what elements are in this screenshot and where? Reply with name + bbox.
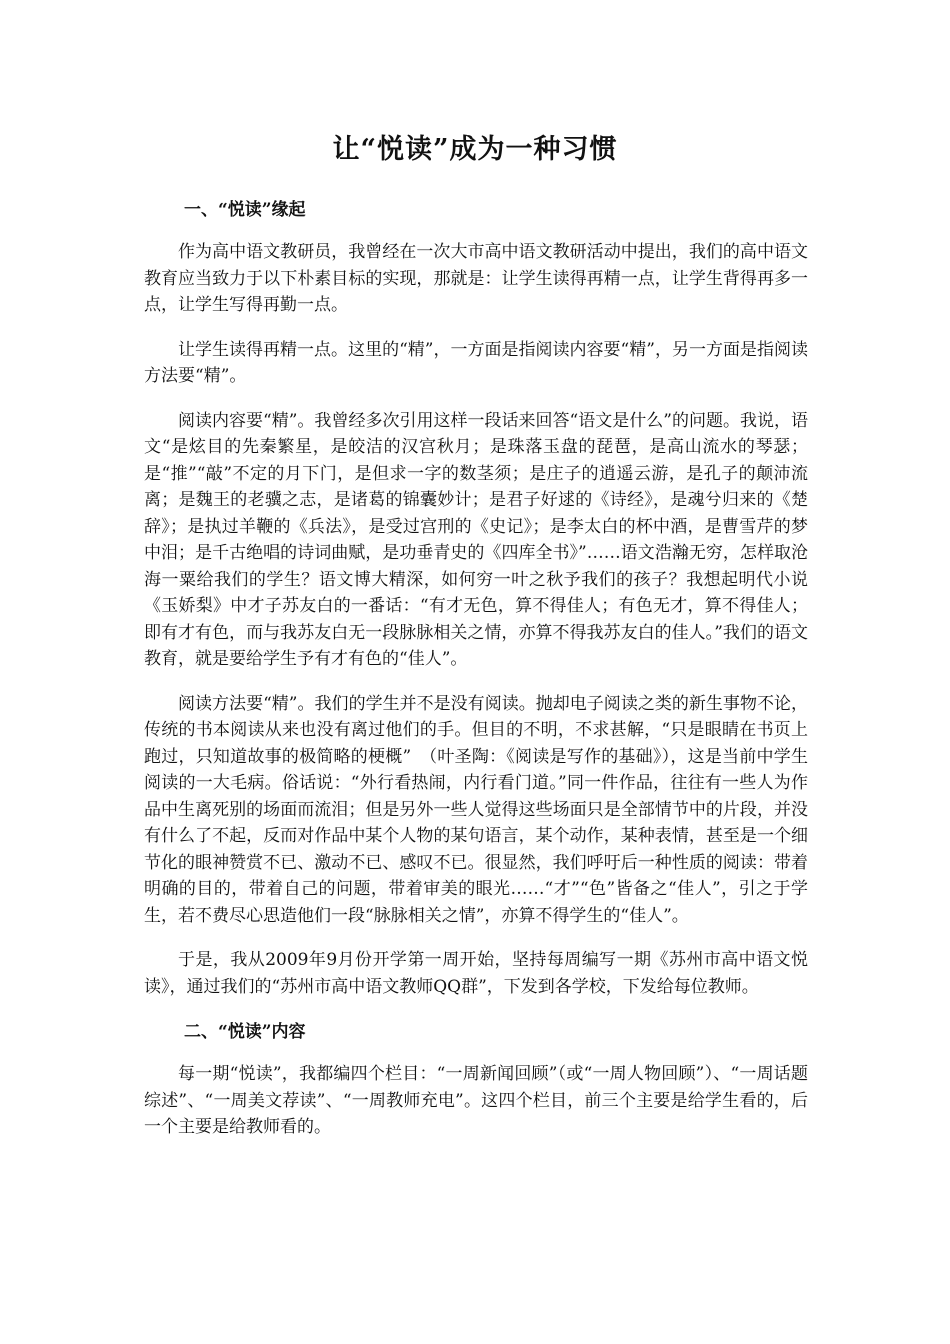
- paragraph: 让学生读得再精一点。这里的“精”，一方面是指阅读内容要“精”，另一方面是指阅读方法要“精”。: [144, 339, 808, 386]
- paragraph: 作为高中语文教研员，我曾经在一次大市高中语文教研活动中提出，我们的高中语文教育应当致力于以下朴素目标的实现，那就是：让学生读得再精一点，让学生背得再多一点，让学生写得再勤一点。: [144, 242, 808, 315]
- document-body: [144, 196, 808, 1159]
- section-heading-origin: 一、“悦读”缘起: [184, 200, 306, 220]
- paragraph: 阅读方法要“精”。我们的学生并不是没有阅读。抛却电子阅读之类的新生事物不论，传统的书本阅读从来也没有离过他们的手。但目的不明，不求甚解，“只是眼睛在书页上跑过，只知道故事的极简略的梗概” （叶圣陶：《阅读是写作的基础》），这是当前中学生阅读的一大毛病。俗话说：“外行看热闹，内行看门道。”同一件作品，往往有一些人为作品中生离死别的场面而流泪；但是另外一些人觉得这些场面只是全部情节中的片段，并没有什么了不起，反而对作品中某个人物的某句语言，某个动作，某种表情，甚至是一个细节化的眼神赞赏不已、激动不已、感叹不已。很显然，我们呼吁后一种性质的阅读：带着明确的目的，带着自己的问题，带着审美的眼光……“才”“色”皆备之“佳人”，引之于学生，若不费尽心思造他们一段“脉脉相关之情”，亦算不得学生的“佳人”。: [144, 693, 808, 926]
- paragraph: 阅读内容要“精”。我曾经多次引用这样一段话来回答“语文是什么”的问题。我说，语文“是炫目的先秦繁星，是皎洁的汉宫秋月；是珠落玉盘的琵琶，是高山流水的琴瑟；是“推”“敲”不定的月下门，是但求一字的数茎须；是庄子的逍遥云游，是孔子的颠沛流离；是魏王的老骥之志，是诸葛的锦囊妙计；是君子好逑的《诗经》，是魂兮归来的《楚辞》；是执过羊鞭的《兵法》，是受过宫刑的《史记》；是李太白的杯中酒，是曹雪芹的梦中泪；是千古绝唱的诗词曲赋，是功垂青史的《四库全书》”……语文浩瀚无穷，怎样取沧海一粟给我们的学生？语文博大精深，如何穷一叶之秋予我们的孩子？我想起明代小说《玉娇梨》中才子苏友白的一番话：“有才无色，算不得佳人；有色无才，算不得佳人；即有才有色，而与我苏友白无一段脉脉相关之情，亦算不得我苏友白的佳人。”我们的语文教育，就是要给学生予有才有色的“佳人”。: [144, 410, 808, 669]
- paragraph: 于是，我从2009年9月份开学第一周开始，坚持每周编写一期《苏州市高中语文悦读》，通过我们的“苏州市高中语文教师QQ群”，下发到各学校，下发给每位教师。: [144, 950, 808, 997]
- section-heading-content: 二、“悦读”内容: [184, 1022, 306, 1042]
- paragraph: 每一期“悦读”，我都编四个栏目：“一周新闻回顾”（或“一周人物回顾”）、“一周话题综述”、“一周美文荐读”、“一周教师充电”。这四个栏目，前三个主要是给学生看的，后一个主要是给教师看的。: [144, 1064, 808, 1137]
- document-title: 让“悦读”成为一种习惯: [332, 134, 618, 165]
